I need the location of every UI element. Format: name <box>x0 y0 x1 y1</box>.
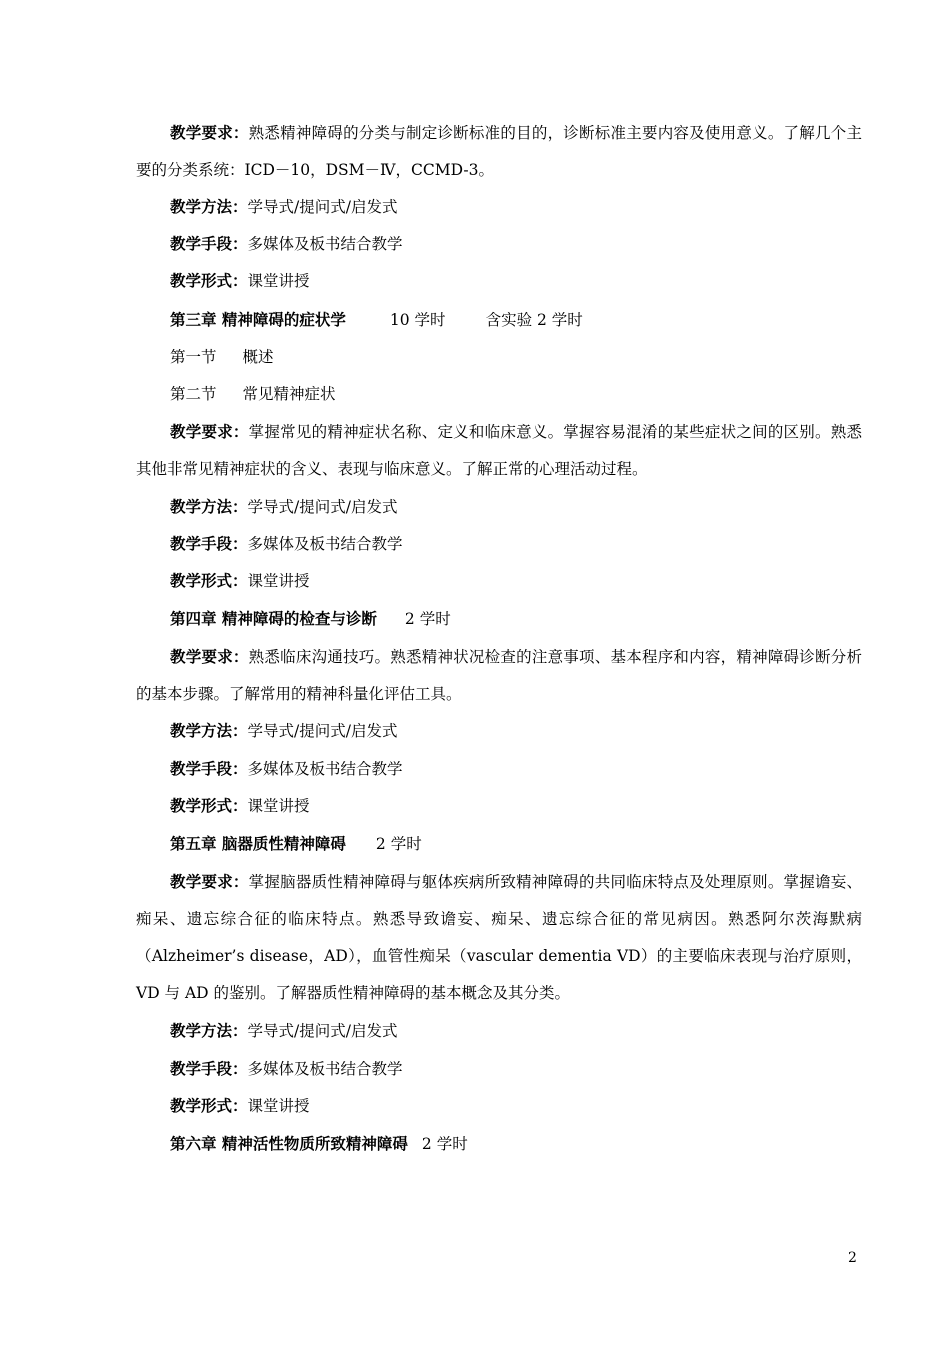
requirement-label: 教学要求： <box>170 873 249 891</box>
section-name: 常见精神症状 <box>242 385 336 403</box>
section-line <box>136 339 862 376</box>
section-line <box>136 376 862 413</box>
form-label: 教学形式： <box>170 572 248 590</box>
form-line <box>136 1088 862 1125</box>
method-line <box>136 1013 862 1050</box>
means-line <box>136 751 862 788</box>
form-line <box>136 563 862 600</box>
requirement-text: 熟悉精神障碍的分类与制定诊断标准的目的，诊断标准主要内容及使用意义。了解几个主要的分类系统：ICD－10，DSM－Ⅳ，CCMD-3。 <box>136 124 862 179</box>
means-line <box>136 1051 862 1088</box>
chapter-title: 第五章 脑器质性精神障碍 <box>170 835 346 853</box>
method-text: 学导式/提问式/启发式 <box>247 498 398 516</box>
requirement-text: 掌握常见的精神症状名称、定义和临床意义。掌握容易混淆的某些症状之间的区别。熟悉其他非常见精神症状的含义、表现与临床意义。了解正常的心理活动过程。 <box>136 423 862 478</box>
means-label: 教学手段： <box>170 1060 248 1078</box>
means-label: 教学手段： <box>170 535 248 553</box>
section-number: 第一节 <box>170 348 217 366</box>
requirement-label: 教学要求： <box>170 124 249 142</box>
chapter-title: 第四章 精神障碍的检查与诊断 <box>170 610 377 628</box>
means-text: 多媒体及板书结合教学 <box>247 1060 403 1078</box>
chapter-title: 第六章 精神活性物质所致精神障碍 <box>170 1135 408 1153</box>
requirement-paragraph <box>136 864 862 1012</box>
chapter-heading <box>136 826 862 863</box>
method-label: 教学方法： <box>170 1022 248 1040</box>
form-line <box>136 263 862 300</box>
form-label: 教学形式： <box>170 797 248 815</box>
method-line <box>136 489 862 526</box>
requirement-paragraph <box>136 414 862 488</box>
means-label: 教学手段： <box>170 235 248 253</box>
requirement-text: 掌握脑器质性精神障碍与躯体疾病所致精神障碍的共同临床特点及处理原则。掌握谵妄、痴呆、遗忘综合征的临床特点。熟悉导致谵妄、痴呆、遗忘综合征的常见病因。熟悉阿尔茨海默病（Alzheimer’s disease，AD），血管性痴呆（vascular dementia VD）的主要临床表现与治疗原则，VD 与 AD 的鉴别。了解器质性精神障碍的基本概念及其分类。 <box>136 873 862 1002</box>
page-number: 2 <box>848 1250 857 1266</box>
form-text: 课堂讲授 <box>247 797 310 815</box>
method-label: 教学方法： <box>170 722 248 740</box>
method-label: 教学方法： <box>170 498 248 516</box>
chapter-heading <box>136 302 862 339</box>
method-line <box>136 189 862 226</box>
means-label: 教学手段： <box>170 760 248 778</box>
chapter-heading <box>136 1126 862 1163</box>
form-text: 课堂讲授 <box>247 1097 310 1115</box>
chapter-extra: 含实验 2 学时 <box>485 311 583 329</box>
method-text: 学导式/提问式/启发式 <box>247 1022 398 1040</box>
requirement-label: 教学要求： <box>170 648 249 666</box>
method-line <box>136 713 862 750</box>
form-text: 课堂讲授 <box>247 572 310 590</box>
chapter-hours: 2 学时 <box>375 835 422 853</box>
chapter-title: 第三章 精神障碍的症状学 <box>170 311 346 329</box>
chapter-hours: 10 学时 <box>389 311 446 329</box>
section-name: 概述 <box>242 348 274 366</box>
means-text: 多媒体及板书结合教学 <box>247 760 403 778</box>
form-label: 教学形式： <box>170 1097 248 1115</box>
requirement-paragraph <box>136 639 862 713</box>
form-label: 教学形式： <box>170 272 248 290</box>
requirement-label: 教学要求： <box>170 423 249 441</box>
form-text: 课堂讲授 <box>247 272 310 290</box>
means-text: 多媒体及板书结合教学 <box>247 535 403 553</box>
chapter-hours: 2 学时 <box>404 610 451 628</box>
form-line <box>136 788 862 825</box>
chapter-heading <box>136 601 862 638</box>
chapter-hours: 2 学时 <box>421 1135 468 1153</box>
section-number: 第二节 <box>170 385 217 403</box>
means-line <box>136 526 862 563</box>
means-line <box>136 226 862 263</box>
requirement-text: 熟悉临床沟通技巧。熟悉精神状况检查的注意事项、基本程序和内容，精神障碍诊断分析的基本步骤。了解常用的精神科量化评估工具。 <box>136 648 862 703</box>
method-text: 学导式/提问式/启发式 <box>247 198 398 216</box>
method-label: 教学方法： <box>170 198 248 216</box>
requirement-paragraph <box>136 115 862 189</box>
means-text: 多媒体及板书结合教学 <box>247 235 403 253</box>
method-text: 学导式/提问式/启发式 <box>247 722 398 740</box>
